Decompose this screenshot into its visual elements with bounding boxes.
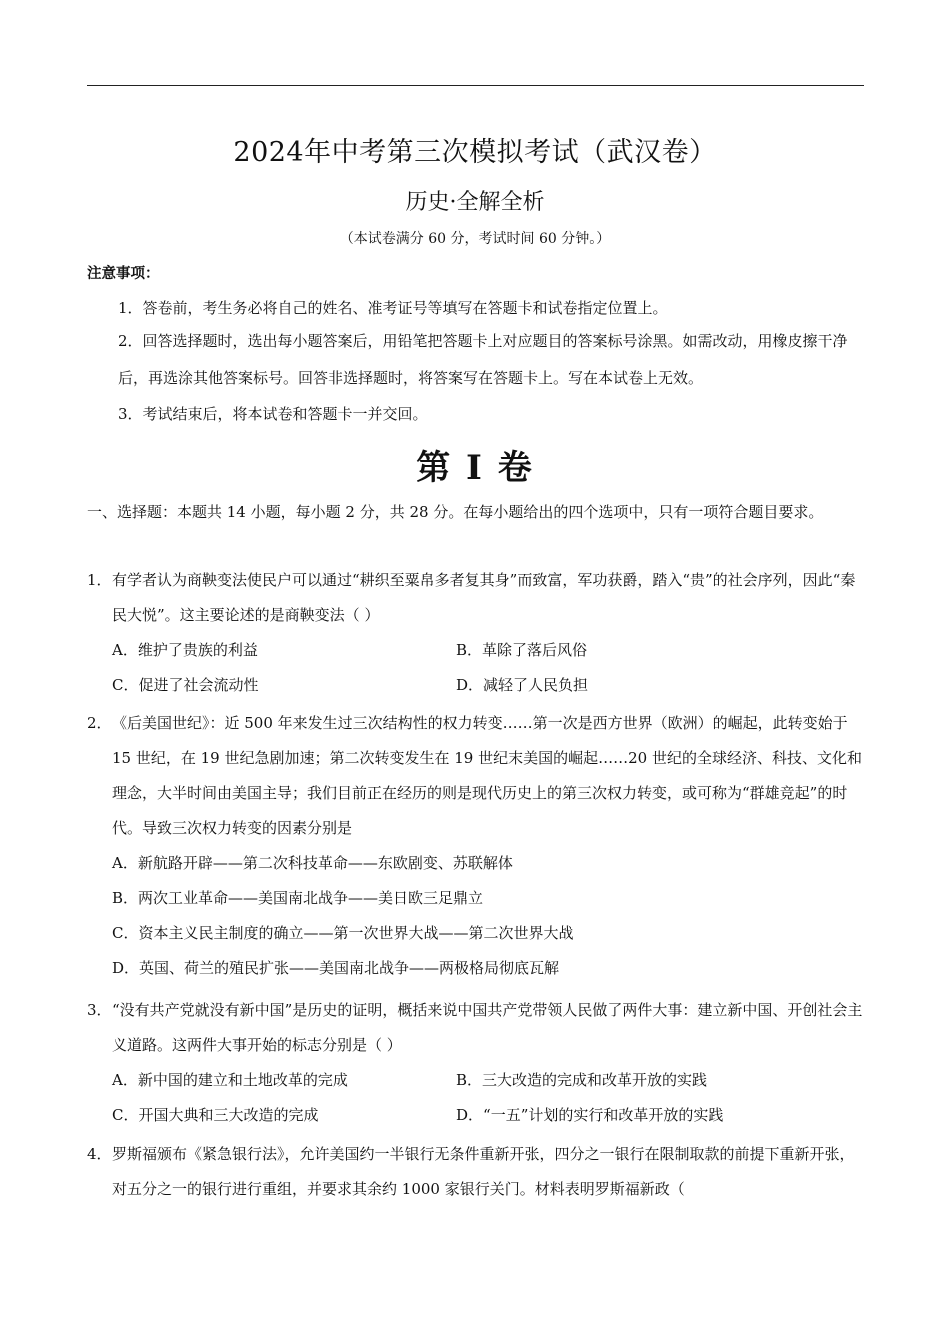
question-number: 1． [87,571,112,589]
question-number: 2． [87,714,112,732]
option-row [87,1098,864,1133]
option-b: B．革除了落后风俗 [456,641,588,659]
option-b: B．三大改造的完成和改革开放的实践 [456,1071,708,1089]
notice-item-3: 3．考试结束后，将本试卷和答题卡一并交回。 [118,405,428,423]
top-rule [87,85,864,86]
option-row [87,633,864,668]
question-text: 有学者认为商鞅变法使民户可以通过“耕织至粟帛多者复其身”而致富，军功获爵，踏入“贵”的社会序列，因此“秦民大悦”。这主要论述的是商鞅变法（ ） [112,571,856,624]
notice-item-2-text: 2．回答选择题时，选出每小题答案后，用铅笔把答题卡上对应题目的答案标号涂黑。如需改动，用橡皮擦干净后，再选涂其他答案标号。回答非选择题时，将答案写在答题卡上。写在本试卷上无效。 [118,332,848,387]
option-d: D．减轻了人民负担 [456,676,589,694]
option-row [87,668,864,703]
option-d: D．“一五”计划的实行和改革开放的实践 [456,1106,724,1124]
question-number: 4． [87,1145,112,1163]
option-b: B．两次工业革命——美国南北战争——美日欧三足鼎立 [112,889,484,907]
option-a: A．新航路开辟——第二次科技革命——东欧剧变、苏联解体 [112,854,513,872]
option-c: C．资本主义民主制度的确立——第一次世界大战——第二次世界大战 [112,924,574,942]
notice-heading: 注意事项： [87,265,160,282]
exam-note: （本试卷满分 60 分，考试时间 60 分钟。） [339,231,611,247]
question-text: 《后美国世纪》：近 500 年来发生过三次结构性的权力转变……第一次是西方世界（欧洲）的崛起，此转变始于 15 世纪，在 19 世纪急剧加速；第二次转变发生在 19 世纪末美国的崛起……20 世纪的全球经济、科技、文化和理念，大半时间由美国主导；我们目前正在经历的则是现代历史上的第三次权力转变，或可称为“群雄竞起”的时代。导致三次权力转变的因素分别是 [112,714,862,837]
question-stem [87,563,864,633]
question-3 [87,993,864,1133]
option-a: A．维护了贵族的利益 [112,641,258,659]
question-text: “没有共产党就没有新中国”是历史的证明，概括来说中国共产党带领人民做了两件大事：建立新中国、开创社会主义道路。这两件大事开始的标志分别是（ ） [112,1001,863,1054]
question-2 [87,706,864,986]
section-instruction: 一、选择题：本题共 14 小题，每小题 2 分，共 28 分。在每小题给出的四个选项中，只有一项符合题目要求。 [87,503,824,521]
question-text: 罗斯福颁布《紧急银行法》，允许美国约一半银行无条件重新开张，四分之一银行在限制取款的前提下重新开张，对五分之一的银行进行重组，并要求其余约 1000 家银行关门。材料表明罗斯福新政（ [112,1145,855,1198]
option-a: A．新中国的建立和土地改革的完成 [112,1071,348,1089]
question-1 [87,563,864,703]
option-d: D．英国、荷兰的殖民扩张——美国南北战争——两极格局彻底瓦解 [112,959,560,977]
notice-item-1: 1．答卷前，考生务必将自己的姓名、准考证号等填写在答题卡和试卷指定位置上。 [118,299,668,317]
page-title: 2024年中考第三次模拟考试（武汉卷） [233,137,717,168]
question-stem [87,993,864,1063]
page-subtitle: 历史·全解全析 [405,190,545,215]
option-c: C．开国大典和三大改造的完成 [112,1106,319,1124]
notice-item-2 [118,323,864,397]
question-stem [87,1137,864,1207]
section-title: 第 I 卷 [416,448,534,488]
question-stem [87,706,864,846]
question-number: 3． [87,1001,112,1019]
option-row [87,1063,864,1098]
question-4 [87,1137,864,1207]
option-c: C．促进了社会流动性 [112,676,259,694]
